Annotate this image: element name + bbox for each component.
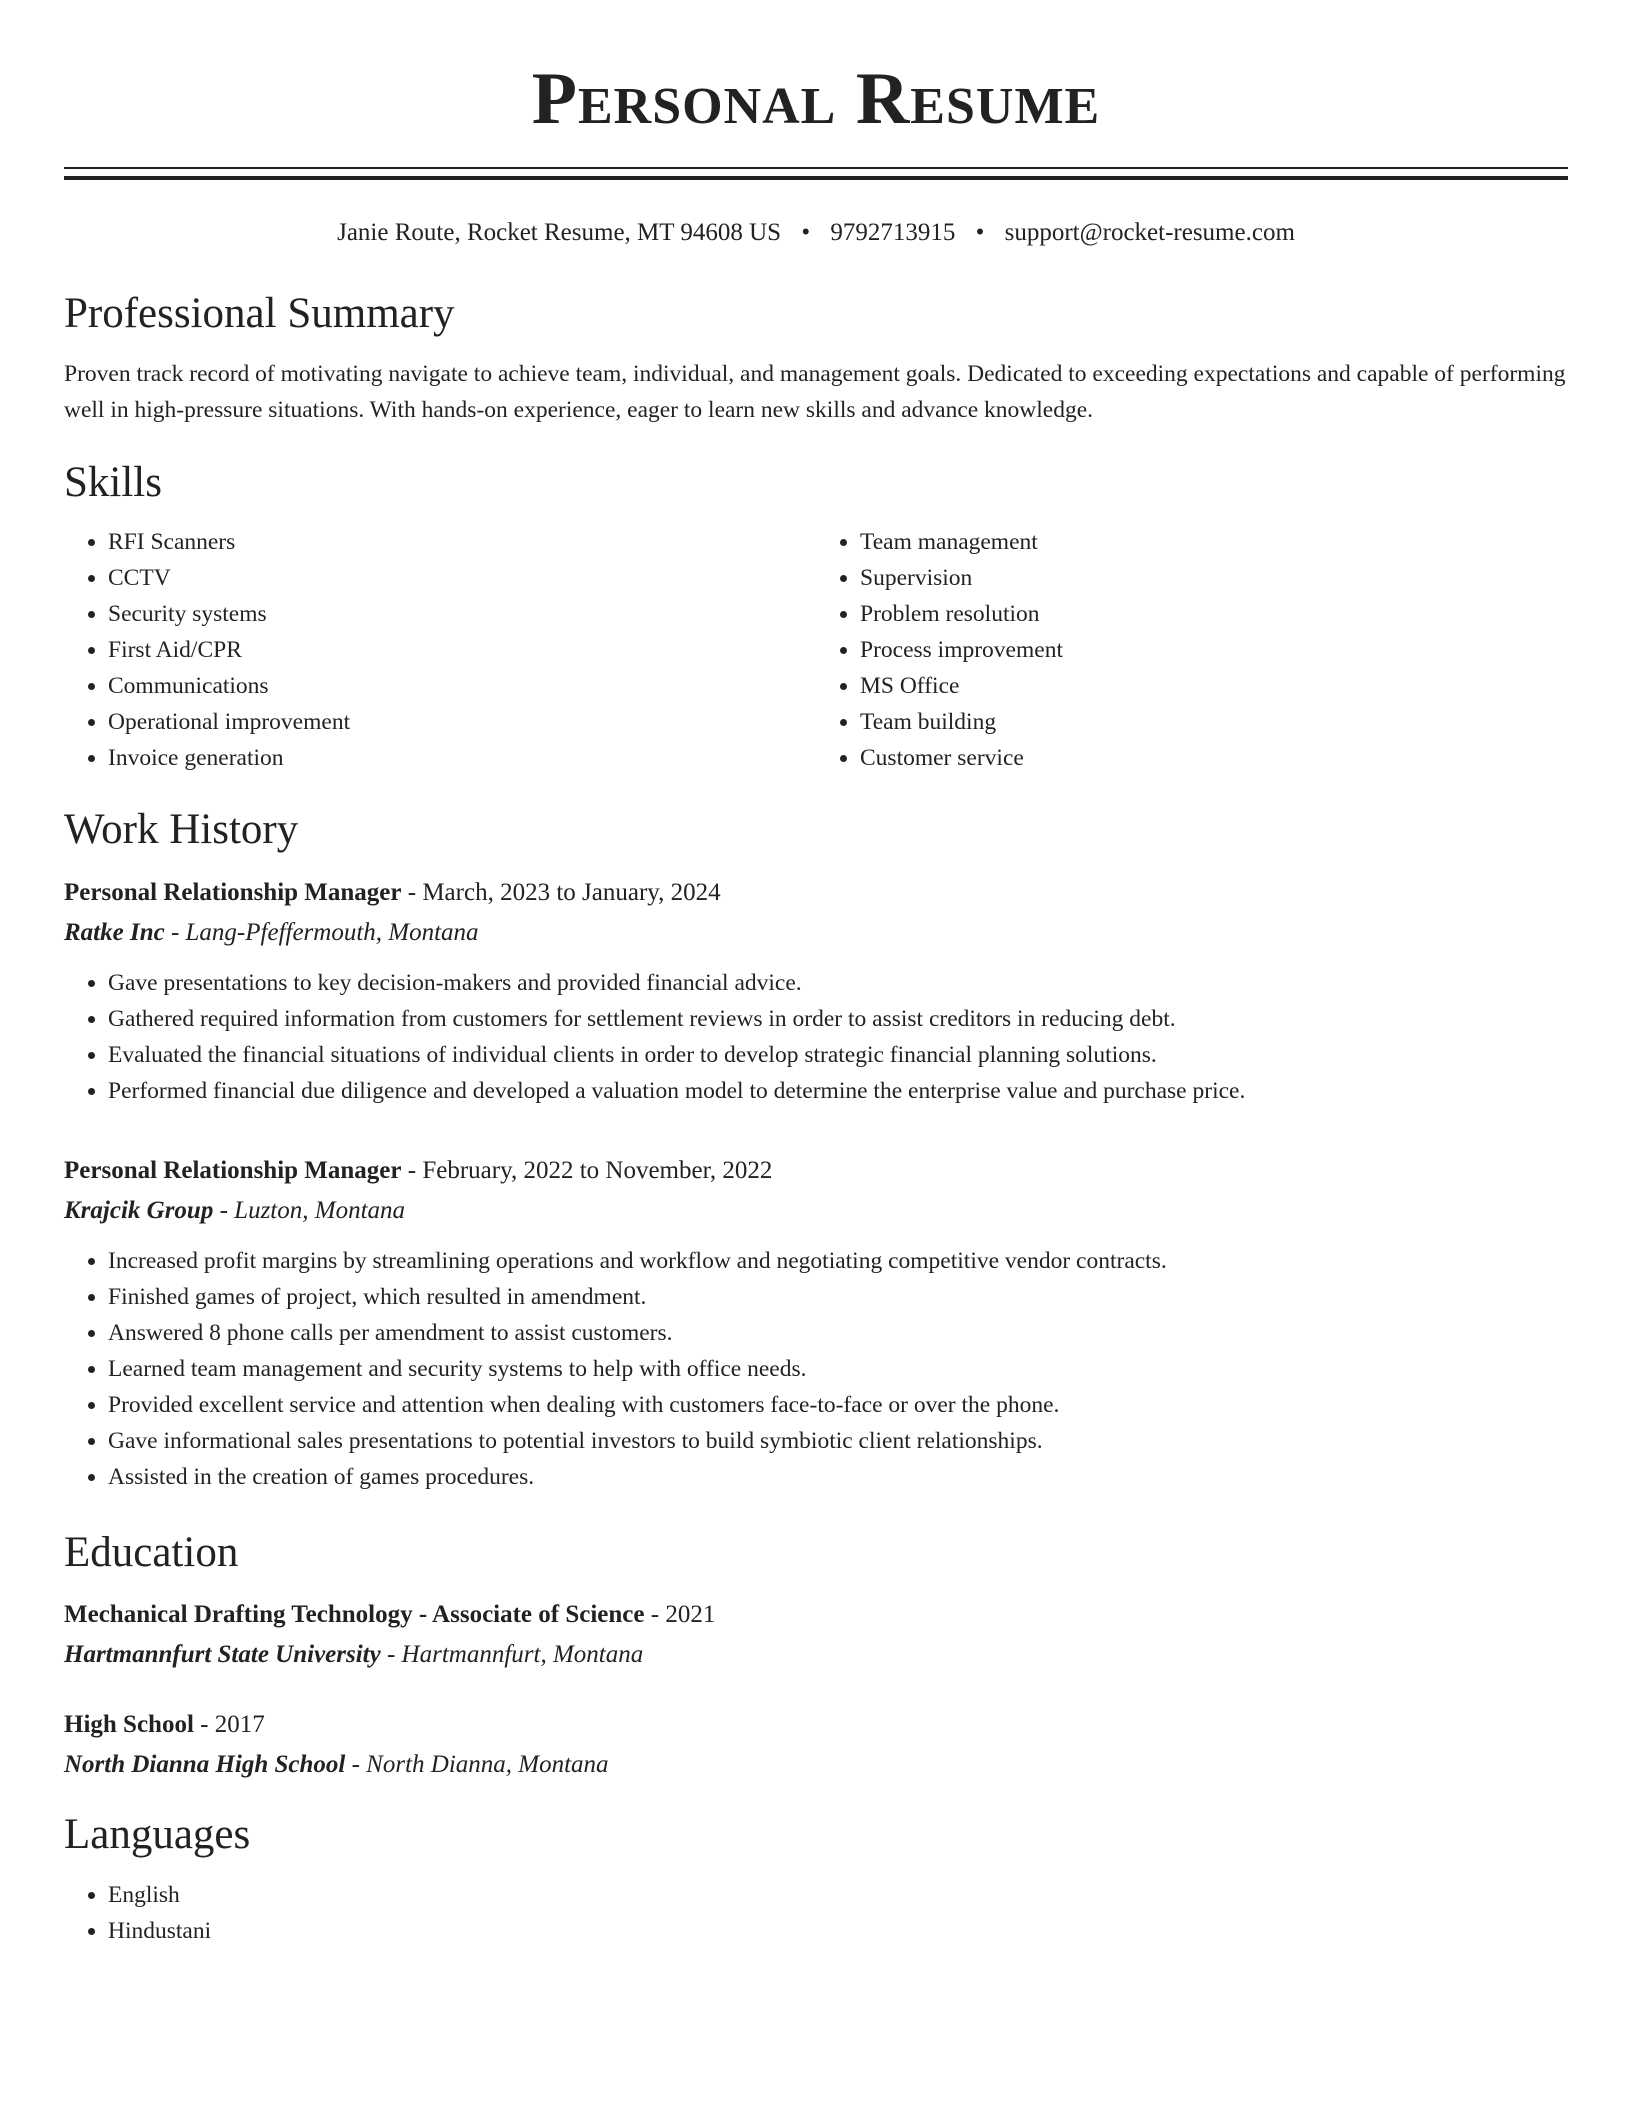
job-location: - Lang-Pfeffermouth, Montana xyxy=(164,918,479,946)
job-role: Personal Relationship Manager xyxy=(64,1156,402,1184)
skill-item: • Team building xyxy=(860,704,1568,740)
skill-item: • MS Office xyxy=(860,668,1568,704)
skill-item: • Process improvement xyxy=(860,632,1568,668)
education-school-line xyxy=(64,1635,1568,1675)
skill-item: • Invoice generation xyxy=(108,740,816,776)
title-divider-thick xyxy=(64,176,1568,180)
job-dates: - March, 2023 to January, 2024 xyxy=(401,878,721,906)
education-school: North Dianna High School xyxy=(64,1751,346,1779)
skill-item: • Communications xyxy=(108,668,816,704)
education-year: - 2017 xyxy=(193,1711,265,1739)
job-role-line xyxy=(64,873,1568,913)
job-bullet: • Answered 8 phone calls per amendment to assist customers. xyxy=(108,1315,1568,1351)
summary-text: Proven track record of motivating navigate to achieve team, individual, and management goals. Dedicated to exceeding expectations and capable of performing well in high-pressure situations. With hands-on experience, eager to learn new skills and advance knowledge. xyxy=(64,360,1566,423)
skill-item: • Security systems xyxy=(108,596,816,632)
contact-address: Janie Route, Rocket Resume, MT 94608 US xyxy=(337,219,782,246)
job-company-line xyxy=(64,913,1568,953)
education-degree: High School xyxy=(64,1711,194,1739)
job-role: Personal Relationship Manager xyxy=(64,878,402,906)
title-divider-thin xyxy=(64,167,1568,169)
job-bullet: • Provided excellent service and attention when dealing with customers face-to-face or over the phone. xyxy=(108,1387,1568,1423)
job-bullet: • Increased profit margins by streamlining operations and workflow and negotiating competitive vendor contracts. xyxy=(108,1243,1568,1279)
languages-list xyxy=(64,1877,1568,1949)
job-bullet: • Finished games of project, which resulted in amendment. xyxy=(108,1279,1568,1315)
job-bullet: • Gathered required information from customers for settlement reviews in order to assist creditors in reducing debt. xyxy=(108,1001,1568,1037)
contact-email: support@rocket-resume.com xyxy=(1004,219,1295,246)
job-company: Krajcik Group xyxy=(64,1196,214,1224)
job-bullet: • Learned team management and security systems to help with office needs. xyxy=(108,1351,1568,1387)
skill-item: • First Aid/CPR xyxy=(108,632,816,668)
job-company-line xyxy=(64,1191,1568,1231)
education-school: Hartmannfurt State University xyxy=(64,1641,381,1669)
education-entry xyxy=(64,1595,1568,1675)
skill-item: • Problem resolution xyxy=(860,596,1568,632)
contact-separator: • xyxy=(975,219,985,246)
job-company: Ratke Inc xyxy=(64,918,165,946)
job-location: - Luzton, Montana xyxy=(213,1196,406,1224)
education-location: - Hartmannfurt, Montana xyxy=(380,1641,644,1669)
job-bullet: • Assisted in the creation of games procedures. xyxy=(108,1459,1568,1495)
skill-item: • Customer service xyxy=(860,740,1568,776)
education-year: - 2021 xyxy=(644,1601,716,1629)
skills-column-right xyxy=(816,524,1568,776)
education-location: - North Dianna, Montana xyxy=(345,1751,609,1779)
job-dates: - February, 2022 to November, 2022 xyxy=(401,1156,773,1184)
education-school-line xyxy=(64,1745,1568,1785)
language-item: • Hindustani xyxy=(108,1913,1568,1949)
education-degree-line xyxy=(64,1595,1568,1635)
skill-item: • Team management xyxy=(860,524,1568,560)
skills-column-left xyxy=(64,524,816,776)
job-bullet: • Gave informational sales presentations to potential investors to build symbiotic client relationships. xyxy=(108,1423,1568,1459)
skill-item: • CCTV xyxy=(108,560,816,596)
job-entry xyxy=(64,873,1568,1109)
job-bullet: • Performed financial due diligence and developed a valuation model to determine the enterprise value and purchase price. xyxy=(108,1073,1568,1109)
education-entry xyxy=(64,1705,1568,1785)
education-degree: Mechanical Drafting Technology - Associate of Science xyxy=(64,1601,645,1629)
education-heading: Education xyxy=(64,1528,239,1576)
contact-separator: • xyxy=(801,219,811,246)
languages-heading: Languages xyxy=(64,1811,251,1859)
contact-phone: 9792713915 xyxy=(830,219,956,246)
summary-heading: Professional Summary xyxy=(64,290,455,337)
language-item: • English xyxy=(108,1877,1568,1913)
skill-item: • RFI Scanners xyxy=(108,524,816,560)
work-history-heading: Work History xyxy=(64,806,299,854)
job-bullets xyxy=(64,965,1568,1109)
job-bullet: • Gave presentations to key decision-makers and provided financial advice. xyxy=(108,965,1568,1001)
contact-line xyxy=(64,218,1568,248)
job-bullets xyxy=(64,1243,1568,1495)
job-role-line xyxy=(64,1151,1568,1191)
job-bullet: • Evaluated the financial situations of individual clients in order to develop strategic financial planning solutions. xyxy=(108,1037,1568,1073)
skill-item: • Operational improvement xyxy=(108,704,816,740)
job-entry xyxy=(64,1151,1568,1495)
skills-list xyxy=(64,524,1568,776)
resume-title: Personal Resume xyxy=(531,58,1101,140)
skill-item: • Supervision xyxy=(860,560,1568,596)
skills-heading: Skills xyxy=(64,458,162,506)
education-degree-line xyxy=(64,1705,1568,1745)
